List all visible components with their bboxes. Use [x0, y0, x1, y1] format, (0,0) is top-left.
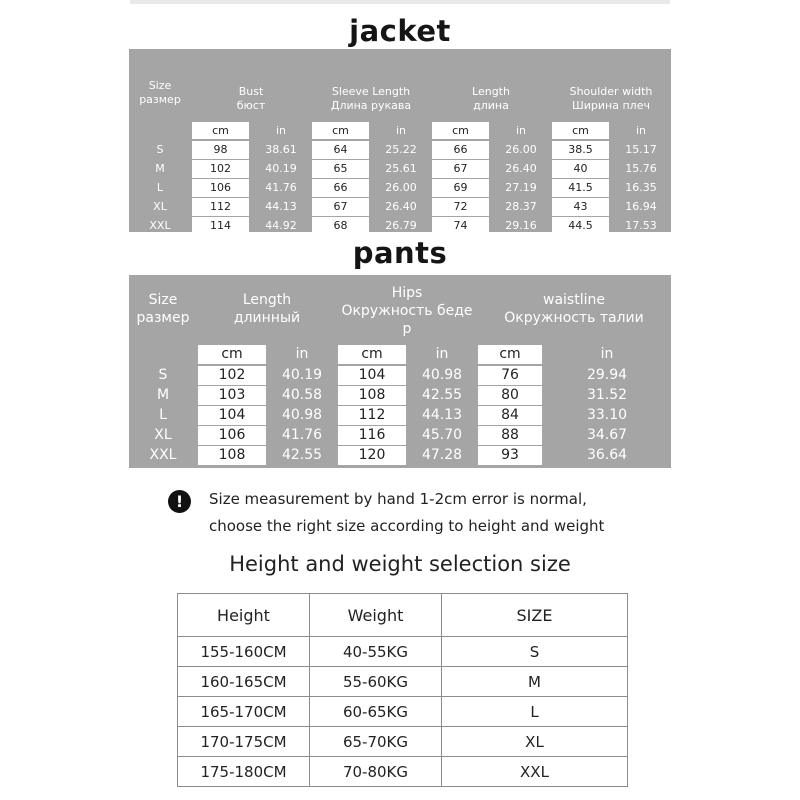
height-cell: 165-170CM	[178, 697, 310, 727]
notice-line-2: choose the right size according to height and weight	[209, 517, 605, 535]
pants-size-table	[129, 275, 671, 468]
hips-cm-value: 116	[338, 426, 406, 445]
hips-cm-value: 112	[338, 406, 406, 425]
waist-cm-value: 93	[478, 446, 542, 465]
height-cell: 175-180CM	[178, 757, 310, 787]
size-label: M	[155, 162, 165, 175]
table-row	[178, 667, 628, 697]
pants-size-header: Size размер	[136, 292, 190, 327]
length-cm-unit: cm	[198, 345, 266, 364]
shoulder-cm-value: 43	[552, 198, 609, 216]
sleeve-cm-unit: cm	[312, 122, 369, 139]
length-cm-value: 102	[198, 366, 266, 385]
shoulder-cm-value: 44.5	[552, 217, 609, 235]
notice-line-1: Size measurement by hand 1-2cm error is normal,	[209, 490, 587, 508]
hips-cm-value: 104	[338, 366, 406, 385]
shoulder-in-unit: in	[635, 124, 647, 137]
shoulder-in-value: 15.17	[625, 143, 657, 156]
shoulder-in-value: 17.53	[625, 219, 657, 232]
size-cell: M	[442, 667, 628, 697]
weight-cell: 40-55KG	[310, 637, 442, 667]
pants-title: pants	[352, 236, 448, 270]
sleeve-in-unit: in	[395, 124, 407, 137]
size-header: SIZE	[442, 594, 628, 637]
size-label: S	[158, 367, 168, 383]
waist-cm-value: 76	[478, 366, 542, 385]
hips-in-value: 40.98	[421, 367, 463, 383]
bust-in-value: 44.92	[265, 219, 297, 232]
sleeve-cm-value: 64	[312, 141, 369, 159]
sleeve-cm-value: 66	[312, 179, 369, 197]
length-cm-unit: cm	[432, 122, 489, 139]
hips-in-value: 45.70	[421, 427, 463, 443]
length-in-value: 40.19	[281, 367, 323, 383]
waist-in-value: 29.94	[586, 367, 628, 383]
table-row	[178, 757, 628, 787]
hips-cm-unit: cm	[338, 345, 406, 364]
jacket-title: jacket	[349, 14, 451, 48]
pants-hips-header: Hips Окружность беде р	[341, 285, 473, 338]
size-cell: S	[442, 637, 628, 667]
length-cm-value: 72	[432, 198, 489, 216]
weight-cell: 55-60KG	[310, 667, 442, 697]
jacket-shoulder-header: Shoulder width Ширина плеч	[569, 85, 653, 113]
height-cell: 160-165CM	[178, 667, 310, 697]
hips-cm-value: 120	[338, 446, 406, 465]
hips-in-value: 44.13	[421, 407, 463, 423]
jacket-size-table	[129, 49, 671, 232]
size-label: XL	[154, 427, 172, 443]
length-cm-value: 104	[198, 406, 266, 425]
length-cm-value: 69	[432, 179, 489, 197]
bust-in-value: 44.13	[265, 200, 297, 213]
size-label: XXL	[149, 447, 177, 463]
sleeve-cm-value: 65	[312, 160, 369, 178]
size-label: L	[156, 181, 164, 194]
top-divider	[130, 0, 670, 4]
sleeve-in-value: 25.61	[385, 162, 417, 175]
weight-header: Weight	[310, 594, 442, 637]
bust-in-value: 41.76	[265, 181, 297, 194]
waist-in-unit: in	[600, 346, 614, 362]
waist-cm-value: 80	[478, 386, 542, 405]
shoulder-cm-value: 38.5	[552, 141, 609, 159]
shoulder-cm-unit: cm	[552, 122, 609, 139]
jacket-bust-header: Bust бюст	[236, 85, 266, 113]
length-cm-value: 66	[432, 141, 489, 159]
length-in-value: 26.40	[505, 162, 537, 175]
bust-cm-value: 102	[192, 160, 249, 178]
size-label: XL	[153, 200, 167, 213]
length-cm-value: 74	[432, 217, 489, 235]
shoulder-in-value: 16.35	[625, 181, 657, 194]
hips-in-value: 47.28	[421, 447, 463, 463]
bust-in-value: 40.19	[265, 162, 297, 175]
pants-length-header: Length длинный	[233, 292, 301, 327]
bust-cm-unit: cm	[192, 122, 249, 139]
length-cm-value: 103	[198, 386, 266, 405]
bust-in-unit: in	[275, 124, 287, 137]
size-cell: L	[442, 697, 628, 727]
length-in-value: 40.98	[281, 407, 323, 423]
length-cm-value: 67	[432, 160, 489, 178]
length-in-value: 28.37	[505, 200, 537, 213]
size-label: S	[156, 143, 164, 156]
length-cm-value: 106	[198, 426, 266, 445]
length-in-value: 26.00	[505, 143, 537, 156]
height-header: Height	[178, 594, 310, 637]
pants-waist-header: waistline Окружность талии	[504, 292, 644, 327]
table-header-row	[178, 594, 628, 637]
hips-cm-value: 108	[338, 386, 406, 405]
height-cell: 170-175CM	[178, 727, 310, 757]
length-in-unit: in	[515, 124, 527, 137]
size-cell: XL	[442, 727, 628, 757]
hips-in-value: 42.55	[421, 387, 463, 403]
table-row	[178, 697, 628, 727]
exclamation-icon: !	[168, 490, 191, 513]
sleeve-in-value: 25.22	[385, 143, 417, 156]
table-row	[178, 637, 628, 667]
shoulder-in-value: 15.76	[625, 162, 657, 175]
table-row	[178, 727, 628, 757]
height-cell: 155-160CM	[178, 637, 310, 667]
weight-cell: 70-80KG	[310, 757, 442, 787]
shoulder-cm-value: 40	[552, 160, 609, 178]
weight-cell: 60-65KG	[310, 697, 442, 727]
waist-in-value: 31.52	[586, 387, 628, 403]
hips-in-unit: in	[435, 346, 449, 362]
jacket-sleeve-header: Sleeve Length Длина рукава	[330, 85, 412, 113]
bust-cm-value: 98	[192, 141, 249, 159]
height-weight-title: Height and weight selection size	[229, 552, 571, 576]
weight-cell: 65-70KG	[310, 727, 442, 757]
jacket-size-header: Size размер	[139, 79, 181, 107]
length-in-value: 29.16	[505, 219, 537, 232]
bust-cm-value: 112	[192, 198, 249, 216]
sleeve-cm-value: 68	[312, 217, 369, 235]
length-in-value: 41.76	[281, 427, 323, 443]
length-cm-value: 108	[198, 446, 266, 465]
waist-cm-unit: cm	[478, 345, 542, 364]
sleeve-cm-value: 67	[312, 198, 369, 216]
bust-cm-value: 114	[192, 217, 249, 235]
shoulder-in-value: 16.94	[625, 200, 657, 213]
length-in-unit: in	[295, 346, 309, 362]
waist-cm-value: 84	[478, 406, 542, 425]
size-label: M	[156, 387, 170, 403]
bust-cm-value: 106	[192, 179, 249, 197]
height-weight-table	[177, 593, 628, 787]
size-label: L	[159, 407, 167, 423]
length-in-value: 27.19	[505, 181, 537, 194]
bust-in-value: 38.61	[265, 143, 297, 156]
length-in-value: 42.55	[281, 447, 323, 463]
sleeve-in-value: 26.79	[385, 219, 417, 232]
waist-in-value: 33.10	[586, 407, 628, 423]
size-label: XXL	[149, 219, 171, 232]
waist-cm-value: 88	[478, 426, 542, 445]
sleeve-in-value: 26.00	[385, 181, 417, 194]
shoulder-cm-value: 41.5	[552, 179, 609, 197]
sleeve-in-value: 26.40	[385, 200, 417, 213]
waist-in-value: 36.64	[586, 447, 628, 463]
length-in-value: 40.58	[281, 387, 323, 403]
waist-in-value: 34.67	[586, 427, 628, 443]
jacket-length-header: Length длина	[472, 85, 510, 113]
size-cell: XXL	[442, 757, 628, 787]
